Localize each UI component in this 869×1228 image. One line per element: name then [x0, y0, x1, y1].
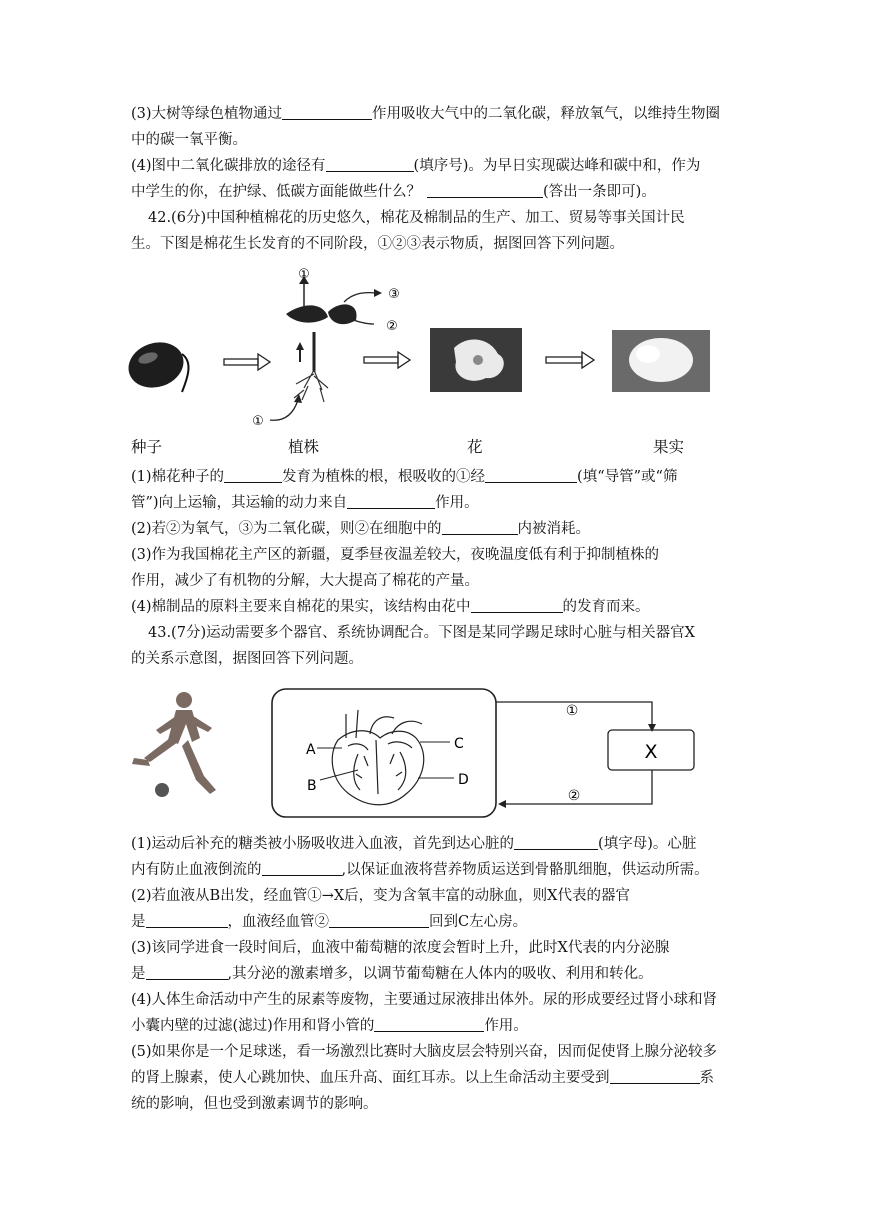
q42-intro-line1 [148, 208, 685, 228]
text: (1)运动后补充的糖类被小肠吸收进入血液，首先到达心脏的 [131, 836, 515, 852]
text: (填“导管”或“筛 [577, 469, 678, 485]
heart-illustration [332, 710, 424, 805]
organ-x-label: X [644, 741, 658, 763]
text: 的关系示意图，据图回答下列问题。 [131, 651, 363, 667]
q43-intro-line2 [131, 649, 363, 669]
q43-intro-line1 [148, 623, 695, 643]
answer-blank[interactable] [442, 520, 518, 535]
q41-part4-line1 [131, 156, 700, 176]
answer-blank[interactable] [326, 157, 414, 172]
text: (1)棉花种子的 [131, 469, 225, 485]
q43-part2-line2 [131, 912, 527, 932]
q43-part3-line2 [131, 964, 653, 984]
text: 内被消耗。 [517, 521, 591, 537]
text: ，血液经血管② [227, 914, 329, 930]
q43-part5-line3 [131, 1094, 378, 1114]
heart-label-b: B [307, 778, 317, 794]
text: 是 [131, 914, 146, 930]
plant-illustration [270, 276, 382, 420]
mark-1-top: ① [298, 267, 310, 282]
text: (5)如果你是一个足球迷，看一场激烈比赛时大脑皮层会特别兴奋，因而促使肾上腺分泌较多 [131, 1044, 718, 1060]
heart-label-a: A [306, 742, 316, 758]
stage-fruit-label: 果实 [653, 438, 685, 456]
text: (答出一条即可)。 [543, 184, 656, 200]
text: 43.(7分)运动需要多个器官、系统协调配合。下图是某同学踢足球时心脏与相关器官X [148, 625, 695, 641]
answer-blank[interactable] [610, 1069, 700, 1084]
q43-part3-line1 [131, 938, 669, 958]
text: (3)大树等绿色植物通过 [131, 106, 283, 122]
cotton-growth-figure [118, 262, 738, 457]
text: (4)图中二氧化碳排放的途径有 [131, 158, 326, 174]
answer-blank[interactable] [282, 105, 372, 120]
text: 42.(6分)中国种植棉花的历史悠久，棉花及棉制品的生产、加工、贸易等事关国计民 [148, 210, 685, 226]
text: 中学生的你，在护绿、低碳方面能做些什么？ [131, 184, 421, 200]
answer-blank[interactable] [471, 598, 563, 613]
vessel-2-label: ② [567, 788, 581, 804]
text: 作用。 [435, 495, 479, 511]
stage-plant-label: 植株 [288, 438, 320, 456]
fruit-photo [612, 330, 710, 392]
mark-3: ③ [388, 287, 400, 302]
q43-part5-line2 [131, 1068, 714, 1088]
text: (2)若②为氧气，③为二氧化碳，则②在细胞中的 [131, 521, 442, 537]
q41-part3-line2 [131, 130, 247, 150]
heart-label-d: D [458, 772, 469, 788]
mark-1-root: ① [252, 414, 264, 429]
q41-part3-line1 [131, 104, 720, 124]
arrow-icon [224, 354, 270, 370]
vessel-1-label: ① [565, 703, 579, 719]
q43-part5-line1 [131, 1042, 717, 1062]
text: 的发育而来。 [562, 599, 650, 615]
mark-2: ② [386, 319, 398, 334]
q42-part1-line2 [131, 493, 479, 513]
q43-part2-line1 [131, 886, 630, 906]
text: 的肾上腺素，使人心跳加快、血压升高、面红耳赤。以上生命活动主要受到 [131, 1070, 610, 1086]
text: (3)该同学进食一段时间后，血液中葡萄糖的浓度会暂时上升，此时X代表的内分泌腺 [131, 940, 670, 956]
arrow-icon [546, 352, 594, 368]
arrow-icon [364, 352, 410, 368]
text: (3)作为我国棉花主产区的新疆，夏季昼夜温差较大，夜晚温度低有利于抑制植株的 [131, 547, 660, 563]
text: 统的影响，但也受到激素调节的影响。 [131, 1096, 378, 1112]
text: 回到C左心房。 [429, 914, 528, 930]
text: (2)若血液从B出发，经血管①→X后，变为含氧丰富的动脉血，则X代表的器官 [131, 888, 630, 904]
stage-flower-label: 花 [467, 438, 483, 456]
q42-part3-line1 [131, 545, 659, 565]
stage-seed-label: 种子 [131, 438, 163, 456]
text: ,以保证血液将营养物质运送到骨骼肌细胞，供运动所需。 [341, 862, 709, 878]
football-player-illustration [132, 692, 216, 797]
q43-part1-line2 [131, 860, 709, 880]
text: (填字母)。心脏 [598, 836, 697, 852]
q42-part4 [131, 597, 650, 617]
text: 是 [131, 966, 146, 982]
heart-circulation-figure [120, 684, 710, 824]
answer-blank[interactable] [347, 494, 435, 509]
text: ,其分泌的激素增多，以调节葡萄糖在人体内的吸收、利用和转化。 [227, 966, 653, 982]
text: (4)棉制品的原料主要来自棉花的果实，该结构由花中 [131, 599, 471, 615]
flower-photo [430, 328, 522, 392]
q41-part4-line2 [131, 182, 656, 202]
text: 内有防止血液倒流的 [131, 862, 262, 878]
answer-blank[interactable] [224, 468, 282, 483]
text: 作用吸收大气中的二氧化碳，释放氧气，以维持生物圈 [372, 106, 721, 122]
answer-blank[interactable] [262, 861, 342, 876]
q42-part2 [131, 519, 590, 539]
answer-blank[interactable] [329, 913, 429, 928]
text: 中的碳一氧平衡。 [131, 132, 247, 148]
text: 作用，减少了有机物的分解，大大提高了棉花的产量。 [131, 573, 479, 589]
text: 作用。 [484, 1018, 528, 1034]
q43-part4-line1 [131, 990, 717, 1010]
text: 管”)向上运输，其运输的动力来自 [131, 495, 348, 511]
answer-blank[interactable] [514, 835, 598, 850]
seed-illustration [123, 335, 190, 394]
q42-intro-line2 [131, 234, 624, 254]
heart-label-c: C [454, 736, 464, 752]
q43-part4-line2 [131, 1016, 528, 1036]
answer-blank[interactable] [427, 183, 543, 198]
text: 发育为植株的根，根吸收的①经 [282, 469, 486, 485]
text: (填序号)。为早日实现碳达峰和碳中和，作为 [413, 158, 701, 174]
text: (4)人体生命活动中产生的尿素等废物，主要通过尿液排出体外。尿的形成要经过肾小球和肾 [131, 992, 718, 1008]
answer-blank[interactable] [485, 468, 577, 483]
answer-blank[interactable] [374, 1017, 484, 1032]
text: 生。下图是棉花生长发育的不同阶段，①②③表示物质，据图回答下列问题。 [131, 236, 624, 252]
q43-part1-line1 [131, 834, 696, 854]
text: 小囊内壁的过滤(滤过)作用和肾小管的 [131, 1018, 375, 1034]
q42-part1-line1 [131, 467, 677, 487]
text: 系 [699, 1070, 714, 1086]
answer-blank[interactable] [146, 913, 228, 928]
answer-blank[interactable] [146, 965, 228, 980]
q42-part3-line2 [131, 571, 479, 591]
